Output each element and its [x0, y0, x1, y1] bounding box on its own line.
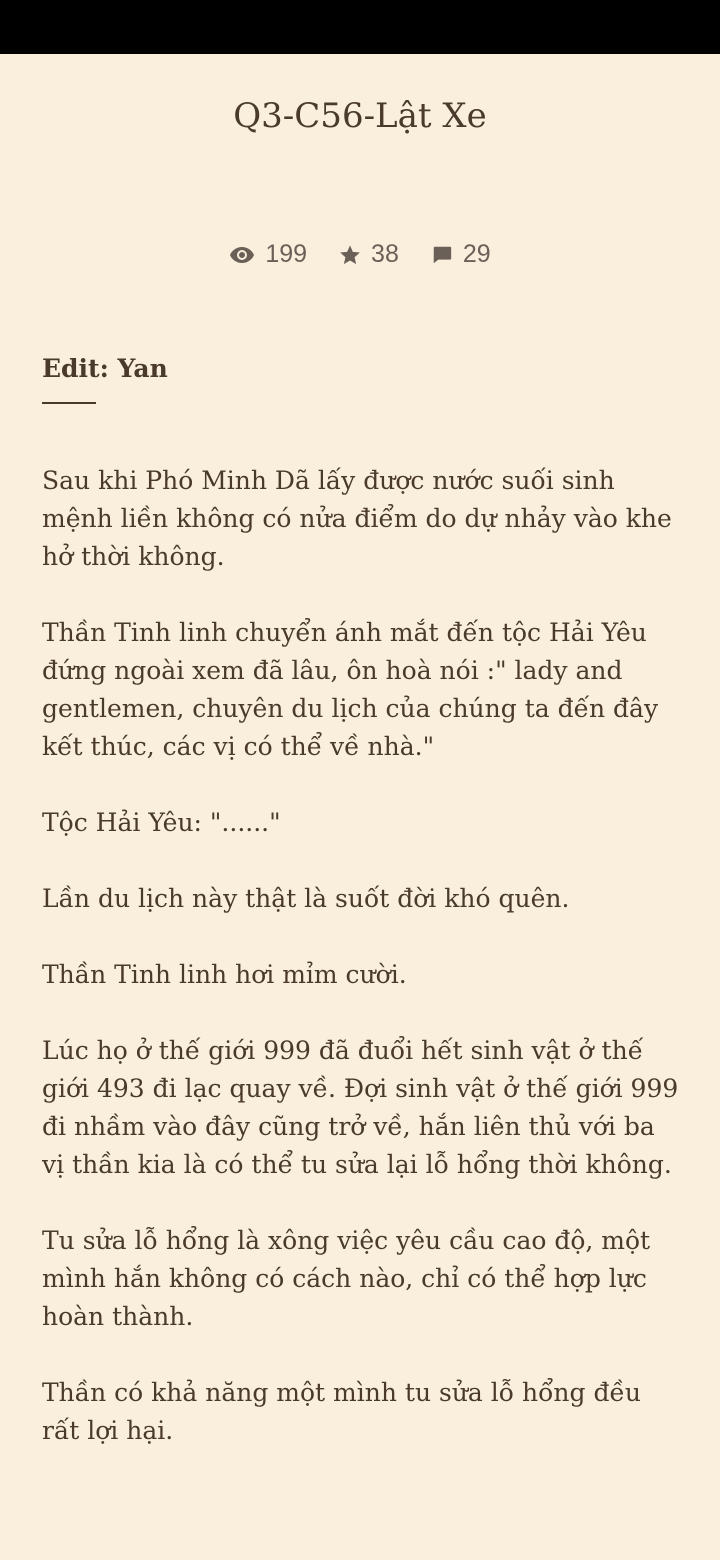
status-bar — [0, 0, 720, 54]
chapter-title: Q3-C56-Lật Xe — [233, 96, 487, 136]
views-stat — [229, 240, 307, 269]
paragraph: Lần du lịch này thật là suốt đời khó quên. — [42, 884, 570, 913]
divider — [42, 402, 96, 404]
comments-count: 29 — [462, 240, 491, 268]
star-icon — [339, 244, 361, 266]
paragraph: Lúc họ ở thế giới 999 đã đuổi hết sinh vật ở thế giới 493 đi lạc quay về. Đợi sinh vật ở thế giới 999 đi nhầm vào đây cũng trở về, hắn liên thủ với ba vị thần kia là có thể tu sửa lại lỗ hổng thời không. — [42, 1036, 679, 1179]
stars-count: 38 — [371, 240, 399, 268]
chapter-content — [42, 350, 682, 1488]
stars-stat — [339, 240, 399, 269]
comments-stat — [431, 240, 491, 269]
editor-credit: Edit: Yan — [42, 354, 168, 383]
chapter-stats — [0, 240, 720, 269]
paragraph: Thần có khả năng một mình tu sửa lỗ hổng đều rất lợi hại. — [42, 1378, 641, 1445]
paragraph: Sau khi Phó Minh Dã lấy được nước suối sinh mệnh liền không có nửa điểm do dự nhảy vào khe hở thời không. — [42, 466, 672, 571]
eye-icon — [229, 245, 255, 265]
views-count: 199 — [265, 240, 308, 268]
comment-icon — [431, 244, 453, 266]
paragraph: Tộc Hải Yêu: "......" — [42, 808, 281, 837]
paragraph: Tu sửa lỗ hổng là xông việc yêu cầu cao độ, một mình hắn không có cách nào, chỉ có thể hợp lực hoàn thành. — [42, 1226, 651, 1331]
paragraph: Thần Tinh linh hơi mỉm cười. — [42, 960, 407, 989]
paragraph: Thần Tinh linh chuyển ánh mắt đến tộc Hải Yêu đứng ngoài xem đã lâu, ôn hoà nói :" lady and gentlemen, chuyên du lịch của chúng ta đến đây kết thúc, các vị có thể về nhà." — [42, 618, 659, 761]
reader-page[interactable] — [0, 54, 720, 1560]
